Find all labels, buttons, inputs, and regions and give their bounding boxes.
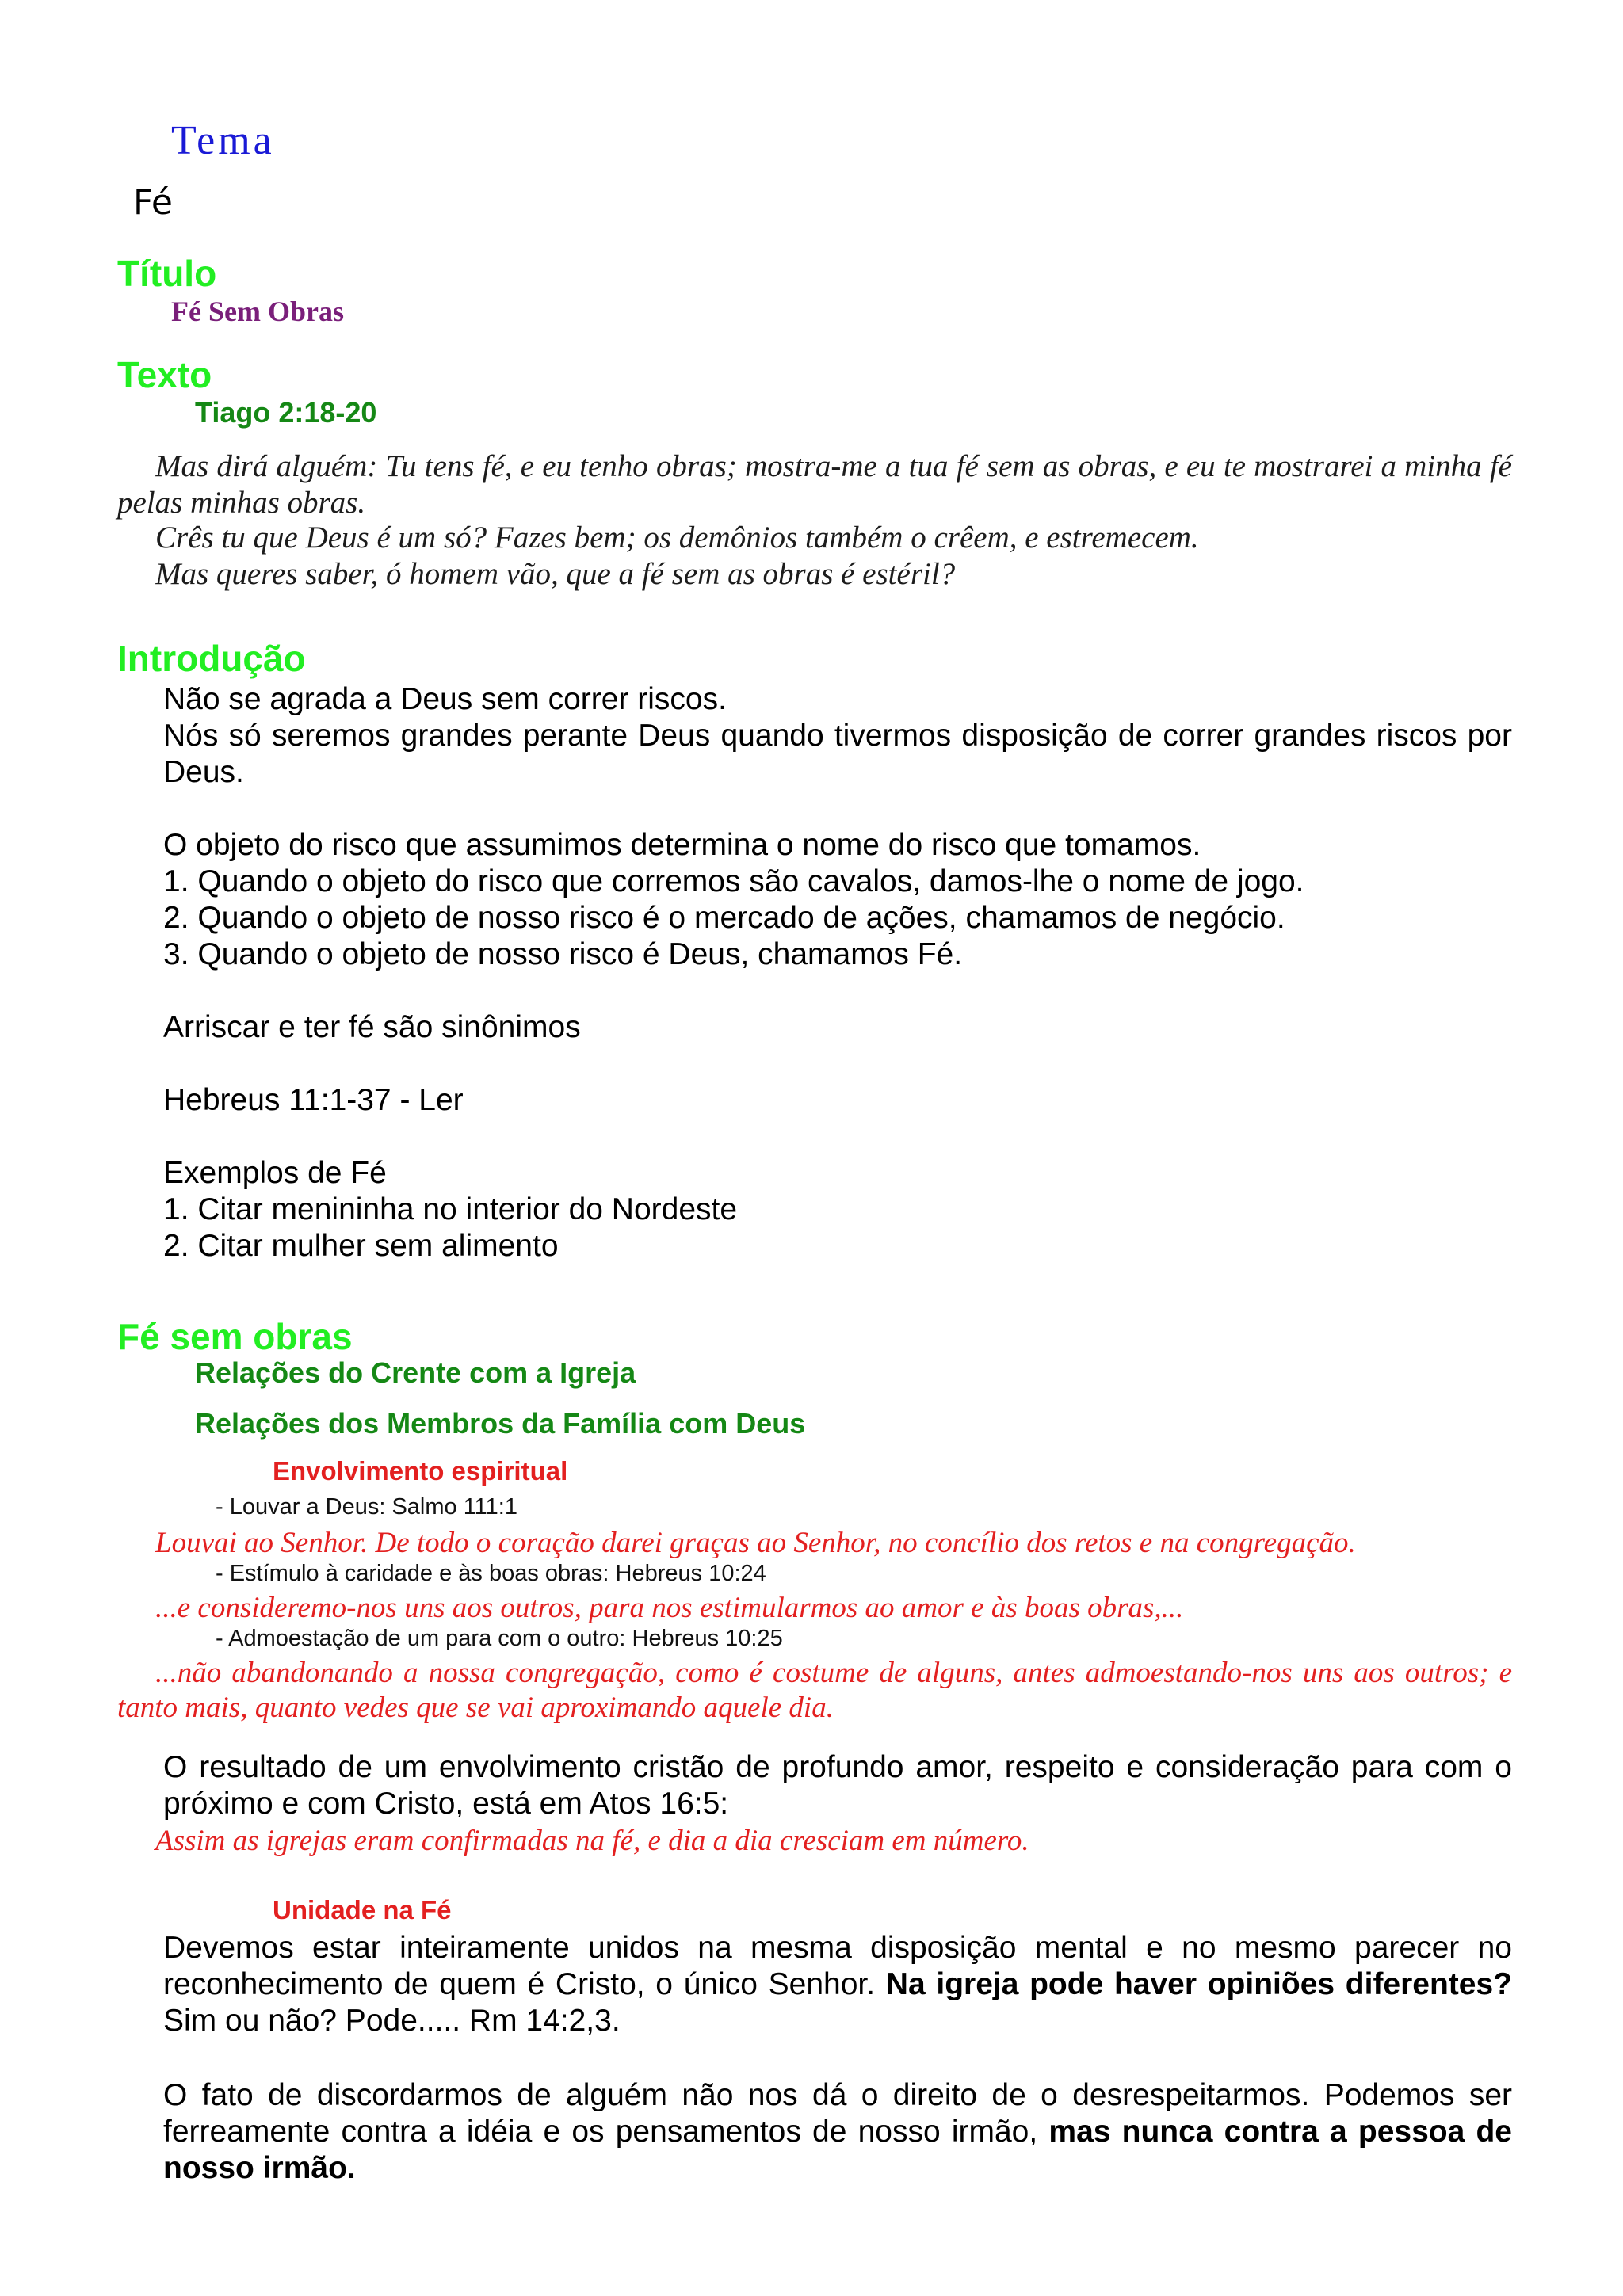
unidade-text: Devemos estar inteiramente unidos na mesma disposição mental e no mesmo parecer no reconhecimento de quem é Cristo, o único Senhor. bbox=[163, 1931, 1512, 2001]
intro-paragraph: Exemplos de Fé bbox=[163, 1156, 387, 1190]
list-item: 1. Citar menininha no interior do Nordeste bbox=[163, 1192, 738, 1226]
unidade-paragraph bbox=[163, 1930, 1512, 2039]
list-item: 1. Quando o objeto do risco que corremos são cavalos, damos-lhe o nome de jogo. bbox=[163, 864, 1304, 898]
tema-value: Fé bbox=[133, 182, 173, 223]
fe-sem-obras-heading: Fé sem obras bbox=[117, 1316, 353, 1357]
list-item: 3. Quando o objeto de nosso risco é Deus, chamamos Fé. bbox=[163, 937, 963, 971]
intro-paragraph: Arriscar e ter fé são sinônimos bbox=[163, 1010, 581, 1044]
intro-paragraph: Hebreus 11:1-37 - Ler bbox=[163, 1083, 464, 1117]
list-item: - Admoestação de um para com o outro: Hebreus 10:25 bbox=[216, 1626, 783, 1651]
texto-heading: Texto bbox=[117, 354, 212, 395]
verse-2: Crês tu que Deus é um só? Fazes bem; os demônios também o crêem, e estremecem. bbox=[155, 521, 1199, 555]
unidade-question: Na igreja pode haver opiniões diferentes? bbox=[885, 1967, 1512, 2001]
list-item: 2. Citar mulher sem alimento bbox=[163, 1229, 559, 1263]
titulo-value: Fé Sem Obras bbox=[171, 296, 344, 327]
quote-hebreus-10-25: ...não abandonando a nossa congregação, como é costume de alguns, antes admoestando-nos uns aos outros; e tanto mais, quanto vedes que se vai aproximando aquele dia. bbox=[117, 1657, 1512, 1724]
subheading-crente: Relações do Crente com a Igreja bbox=[195, 1356, 636, 1389]
fato-paragraph bbox=[163, 2077, 1512, 2187]
quote-salmo: Louvai ao Senhor. De todo o coração darei graças ao Senhor, no concílio dos retos e na congregação. bbox=[155, 1527, 1356, 1559]
quote-hebreus-10-24: ...e consideremo-nos uns aos outros, para nos estimularmos ao amor e às boas obras,... bbox=[155, 1592, 1184, 1624]
intro-paragraph: Nós só seremos grandes perante Deus quando tivermos disposição de correr grandes riscos por Deus. bbox=[163, 719, 1512, 789]
titulo-heading: Título bbox=[117, 253, 217, 294]
list-item: 2. Quando o objeto de nosso risco é o mercado de ações, chamamos de negócio. bbox=[163, 901, 1285, 935]
texto-reference: Tiago 2:18-20 bbox=[195, 396, 377, 429]
subheading-familia: Relações dos Membros da Família com Deus bbox=[195, 1407, 806, 1440]
intro-paragraph: Não se agrada a Deus sem correr riscos. bbox=[163, 682, 727, 716]
verse-1: Mas dirá alguém: Tu tens fé, e eu tenho obras; mostra-me a tua fé sem as obras, e eu te mostrarei a minha fé pelas minhas obras. bbox=[117, 449, 1512, 520]
unidade-heading: Unidade na Fé bbox=[273, 1895, 452, 1924]
list-item: - Louvar a Deus: Salmo 111:1 bbox=[216, 1494, 517, 1520]
unidade-answer: Sim ou não? Pode..... Rm 14:2,3. bbox=[163, 2004, 621, 2038]
quote-atos: Assim as igrejas eram confirmadas na fé, e dia a dia cresciam em número. bbox=[155, 1825, 1029, 1857]
introducao-heading: Introdução bbox=[117, 638, 306, 679]
resultado-paragraph: O resultado de um envolvimento cristão de profundo amor, respeito e consideração para com o próximo e com Cristo, está em Atos 16:5: bbox=[163, 1750, 1512, 1821]
verse-3: Mas queres saber, ó homem vão, que a fé sem as obras é estéril? bbox=[155, 557, 956, 591]
introducao-body bbox=[163, 681, 1512, 1264]
fato-emphasis: mas nunca contra a pessoa de nosso irmão. bbox=[163, 2115, 1512, 2185]
list-item: - Estímulo à caridade e às boas obras: Hebreus 10:24 bbox=[216, 1561, 766, 1586]
intro-paragraph: O objeto do risco que assumimos determina o nome do risco que tomamos. bbox=[163, 828, 1201, 862]
tema-label: Tema bbox=[171, 118, 275, 163]
fato-text: O fato de discordarmos de alguém não nos dá o direito de o desrespeitarmos. Podemos ser ferreamente contra a idéia e os pensamentos de nosso irmão, bbox=[163, 2078, 1512, 2149]
envolvimento-heading: Envolvimento espiritual bbox=[273, 1456, 568, 1486]
